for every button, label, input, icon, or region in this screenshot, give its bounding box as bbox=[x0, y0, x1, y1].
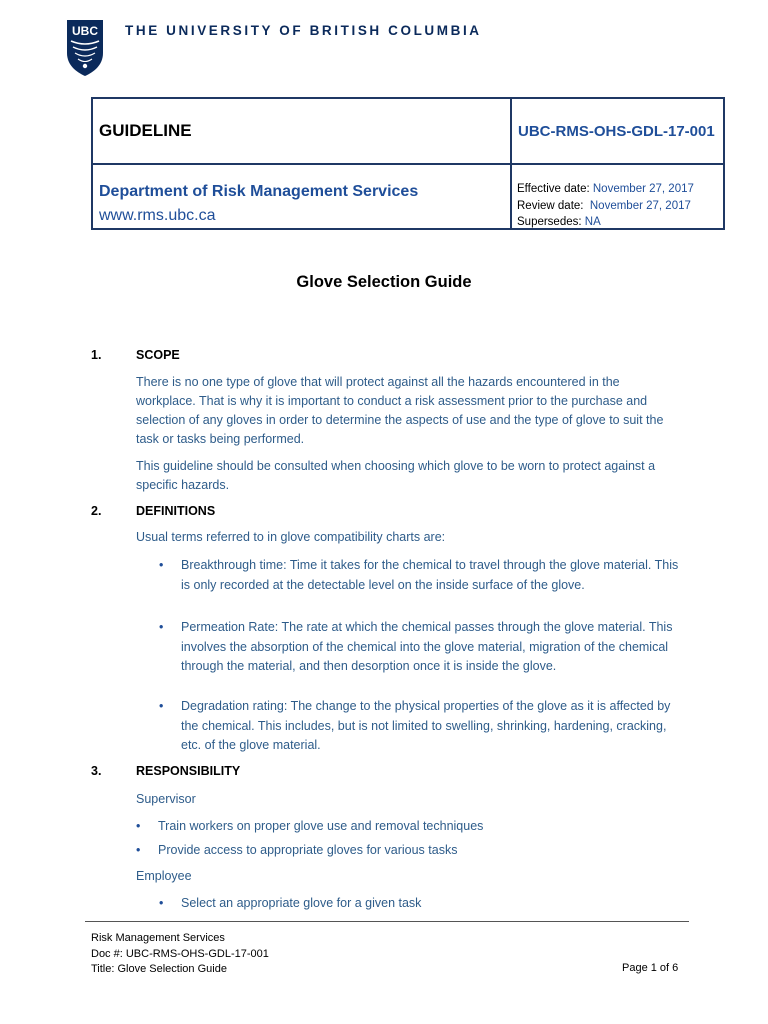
review-date-value: November 27, 2017 bbox=[589, 199, 691, 212]
list-item bbox=[136, 817, 678, 837]
list-item bbox=[159, 894, 681, 914]
list-item bbox=[159, 618, 681, 677]
list-item bbox=[136, 841, 678, 861]
footer bbox=[91, 931, 269, 978]
section-heading-responsibility: RESPONSIBILITY bbox=[136, 764, 241, 778]
university-name: THE UNIVERSITY OF BRITISH COLUMBIA bbox=[125, 23, 482, 38]
section-number-scope: 1. bbox=[91, 348, 102, 362]
effective-date-value: November 27, 2017 bbox=[592, 183, 694, 195]
supervisor-label: Supervisor bbox=[136, 792, 196, 806]
document-title: Glove Selection Guide bbox=[296, 273, 472, 291]
section-number-responsibility: 3. bbox=[91, 764, 102, 778]
bullet-icon: • bbox=[159, 558, 164, 572]
effective-date-label: Effective date: bbox=[517, 183, 590, 195]
logo-text: UBC bbox=[72, 24, 98, 38]
document-number: UBC-RMS-OHS-GDL-17-001 bbox=[518, 123, 715, 140]
review-date-label: Review date: bbox=[517, 199, 584, 212]
definition-degradation: Degradation rating: The change to the physical properties of the glove as it is affected by the chemical. This includes, but is not limited to swelling, shrinking, hardening, cracking, etc. of the glove material. bbox=[181, 699, 671, 752]
supervisor-duty-provide: Provide access to appropriate gloves for various tasks bbox=[158, 843, 458, 857]
definition-permeation: Permeation Rate: The rate at which the chemical passes through the glove material. This involves the absorption of the chemical into the glove material, migration of the chemical through the material, and then desorption once it is inside the glove. bbox=[181, 620, 673, 673]
footer-title: Title: Glove Selection Guide bbox=[91, 963, 227, 975]
ubc-logo bbox=[66, 19, 104, 77]
document-info-table bbox=[91, 97, 725, 230]
footer-divider bbox=[85, 921, 689, 922]
list-item bbox=[159, 556, 681, 595]
department-name: Department of Risk Management Services bbox=[99, 183, 419, 200]
bullet-icon: • bbox=[159, 699, 164, 713]
bullet-icon: • bbox=[159, 896, 164, 910]
scope-paragraph-2: This guideline should be consulted when choosing which glove to be worn to protect against a specific hazards. bbox=[136, 459, 656, 492]
date-info bbox=[517, 181, 694, 231]
scope-paragraph-1: There is no one type of glove that will protect against all the hazards encountered in the workplace. That is why it is important to conduct a risk assessment prior to the purchase and selection of any gloves in order to determine the aspects of use and the type of glove to suit the task or tasks being performed. bbox=[136, 375, 664, 446]
supersedes-value: NA bbox=[584, 216, 601, 228]
employee-duty-select: Select an appropriate glove for a given task bbox=[181, 896, 422, 910]
bullet-icon: • bbox=[136, 843, 141, 857]
definitions-intro: Usual terms referred to in glove compatibility charts are: bbox=[136, 530, 446, 544]
section-heading-definitions: DEFINITIONS bbox=[136, 504, 216, 518]
supersedes-label: Supersedes: bbox=[517, 216, 582, 228]
definition-breakthrough: Breakthrough time: Time it takes for the chemical to travel through the glove material. This is only recorded at the detectable level on the inside surface of the glove. bbox=[181, 558, 679, 592]
supervisor-duty-train: Train workers on proper glove use and removal techniques bbox=[158, 819, 484, 833]
bullet-icon: • bbox=[159, 620, 164, 634]
section-number-definitions: 2. bbox=[91, 504, 102, 518]
bullet-icon: • bbox=[136, 819, 141, 833]
page-number: Page 1 of 6 bbox=[622, 962, 679, 974]
footer-doc-number: Doc #: UBC-RMS-OHS-GDL-17-001 bbox=[91, 947, 269, 960]
section-heading-scope: SCOPE bbox=[136, 348, 180, 362]
list-item bbox=[159, 697, 681, 756]
department-website[interactable]: www.rms.ubc.ca bbox=[99, 207, 216, 224]
document-type: GUIDELINE bbox=[99, 121, 192, 140]
table-divider-horizontal bbox=[93, 163, 723, 165]
footer-department: Risk Management Services bbox=[91, 932, 225, 944]
employee-label: Employee bbox=[136, 869, 192, 883]
